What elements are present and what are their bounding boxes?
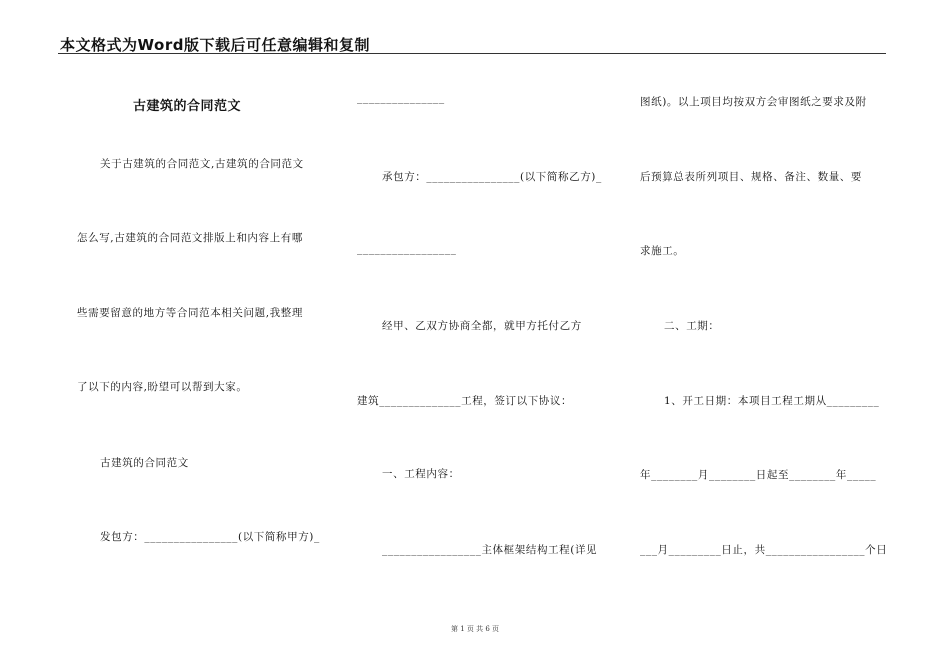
agreement-line: 经甲、乙双方协商全都，就甲方托付乙方 [382,320,582,332]
start-date-line: 1、开工日期：本项目工程工期从_________ [664,395,880,407]
document-header: 本文格式为Word版下载后可任意编辑和复制 [60,36,370,54]
header-divider [58,53,886,54]
page-footer: 第 1 页 共 6 页 [450,625,500,633]
date-line: 年________月________日起至________年_____ [640,469,877,481]
party-a-line: 发包方：________________(以下简称甲方)_ [100,531,320,543]
section-heading: 二、工期： [664,320,720,332]
paragraph-line: 些需要留意的地方等合同范本相关问题,我整理 [77,307,303,319]
structure-line: _________________主体框架结构工程(详见 [382,544,598,556]
blank-line: _________________ [357,243,457,255]
paragraph-line: 怎么写,古建筑的合同范文排版上和内容上有哪 [77,232,303,244]
section-heading: 一、工程内容： [382,468,460,480]
project-line: 建筑______________工程，签订以下协议： [357,395,573,407]
paragraph-line: 后预算总表所列项目、规格、备注、数量、要 [640,171,862,183]
paragraph-line: 了以下的内容,盼望可以帮到大家。 [77,381,248,393]
paragraph-line: 关于古建筑的合同范文,古建筑的合同范文 [100,158,304,170]
paragraph-line: 图纸)。以上项目均按双方会审图纸之要求及附 [640,96,867,108]
section-subtitle: 古建筑的合同范文 [100,457,189,469]
paragraph-line: 求施工。 [640,245,685,257]
party-b-line: 承包方：________________(以下简称乙方)_ [382,171,602,183]
blank-line: _______________ [357,92,445,104]
date-line: ___月_________日止，共_________________个日 [640,544,888,556]
document-title: 古建筑的合同范文 [133,99,242,114]
